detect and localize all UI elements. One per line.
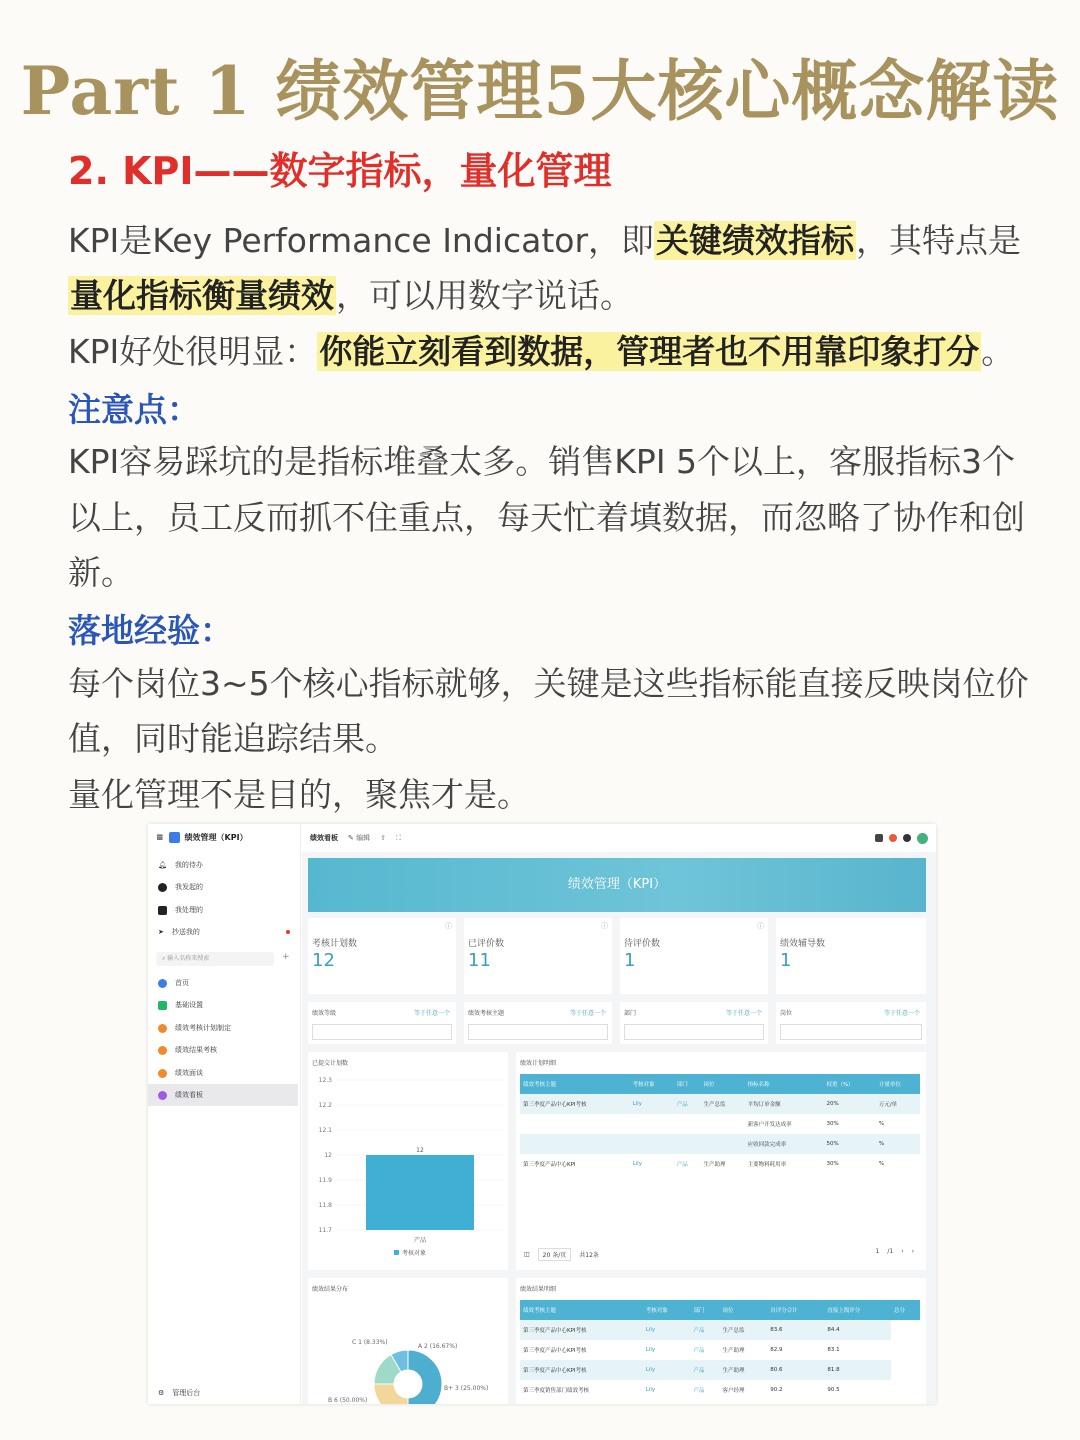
share-icon[interactable]: ⇪ [380, 834, 386, 842]
pie-chart [308, 1278, 508, 1404]
sidebar-item-todo[interactable]: 🔔︎ 我的待办 [158, 861, 203, 869]
talk-icon [158, 1069, 167, 1078]
edit-button[interactable]: ✎ 编辑 [348, 834, 371, 842]
table-cell: 生产助理 [722, 1348, 745, 1354]
app-name: 绩效管理（KPI） [184, 833, 248, 842]
bar [366, 1155, 474, 1230]
legend-label: 考核对象 [402, 1250, 427, 1257]
table-cell: 生产总监 [701, 1094, 745, 1114]
pie-chart-panel [308, 1278, 508, 1404]
table-header-row [520, 1300, 920, 1320]
table-cell [630, 1114, 674, 1134]
bar-chart-title: 已提交计划数 [312, 1060, 349, 1067]
notification-dot [286, 930, 290, 934]
experience-line-1: 每个岗位3~5个核心指标就够，关键是这些指标能直接反映岗位价 [68, 664, 1029, 703]
notice-heading: 注意点： [68, 390, 200, 429]
sidebar-admin[interactable]: ⚙ 管理后台 [158, 1389, 201, 1397]
dashboard-banner: 绩效管理（KPI） [308, 858, 926, 912]
main-area [302, 824, 936, 1404]
tab-dashboard[interactable]: 绩效看板 [310, 834, 338, 842]
column-header[interactable]: 考核对象 [630, 1074, 674, 1094]
table-cell: 83.6 [767, 1320, 824, 1340]
stat-card-coaching: 绩效辅导数 1 [776, 918, 926, 994]
filter-department[interactable]: 部门 等于任意一个 [620, 1002, 768, 1044]
column-header[interactable]: 计量单位 [876, 1074, 920, 1094]
table-cell [674, 1134, 701, 1154]
info-icon[interactable]: ⓘ [757, 922, 764, 930]
info-icon[interactable]: ⓘ [601, 922, 608, 930]
table-cell: 主要物料耗用率 [747, 1162, 787, 1168]
table-cell: 应收回款完成率 [745, 1134, 824, 1154]
y-tick-label: 11.7 [318, 1227, 332, 1234]
table-row[interactable] [520, 1094, 920, 1114]
table-cell: 84.4 [824, 1320, 891, 1340]
fullscreen-icon[interactable]: ⛶ [395, 833, 401, 842]
sidebar-item-settings[interactable]: 基础设置 [158, 1000, 203, 1010]
task-icon [158, 906, 167, 915]
table-cell: Lily [630, 1094, 674, 1114]
y-tick-label: 11.8 [318, 1202, 332, 1209]
bar-chart [308, 1052, 508, 1270]
table-cell: % [878, 1161, 885, 1167]
table-cell: 第三季度产品中心KPI考核 [520, 1320, 643, 1340]
table-cell: 生产助理 [703, 1162, 726, 1168]
table-cell: 产品 [676, 1162, 688, 1168]
table-cell [701, 1114, 745, 1134]
legend-swatch [394, 1250, 399, 1255]
plan-table-panel: 绩效计划明细 绩效考核主题 考核对象 部门 岗位 指标名称 权重（%） 计量单位 第三季度产品中心KPI考核 Lily 产品 生产总监 平均订单金额 20% 万元/单 新客户开发达成率 30% % 应收回款完成率 50% % 第三季度产品中心KPI Lily 产品 生产助理 主要物料耗用率 30% % ◫ 20 条/页 共12条 1 /1 ‹ › [516, 1052, 926, 1270]
benefit-paragraph: KPI好处很明显：你能立刻看到数据，管理者也不用靠印象打分。 [68, 332, 1015, 371]
y-tick-label: 12 [324, 1152, 332, 1159]
stat-value: 12 [312, 950, 335, 971]
table-cell: Lily [645, 1387, 656, 1393]
experience-line-3: 量化管理不是目的，聚焦才是。 [68, 775, 530, 814]
board-icon [158, 1091, 167, 1100]
table-cell: % [878, 1121, 885, 1127]
slice-label: B 6 (50.00%) [328, 1397, 368, 1404]
pie-chart-title: 绩效结果分布 [312, 1286, 349, 1293]
table-cell: 第三季度产品中心KPI考核 [523, 1348, 587, 1354]
table-row[interactable] [520, 1340, 920, 1360]
gear-icon: ⚙ [158, 1389, 165, 1397]
table-row[interactable] [520, 1114, 920, 1134]
column-header[interactable]: 部门 [691, 1300, 720, 1320]
table-header-row [520, 1074, 920, 1094]
y-tick-label: 11.9 [318, 1177, 332, 1184]
filter-select[interactable] [780, 1024, 922, 1040]
table-cell: 万元/单 [876, 1094, 920, 1114]
page-title: Part 1 绩效管理5大核心概念解读 [20, 52, 1060, 130]
play-icon [158, 883, 167, 892]
y-tick-label: 12.1 [318, 1127, 332, 1134]
table-cell: 20% [823, 1094, 875, 1114]
filter-grade[interactable]: 绩效等级 等于任意一个 [308, 1002, 456, 1044]
slice-label: C 1 (8.33%) [352, 1339, 388, 1346]
stat-card-pending: ⓘ 待评价数 1 [620, 918, 768, 994]
stat-card-plans: ⓘ 考核计划数 12 [308, 918, 456, 994]
result-table [520, 1300, 920, 1400]
filter-position[interactable]: 岗位 等于任意一个 [776, 1002, 926, 1044]
page-number[interactable]: 1 [875, 1248, 880, 1255]
app-logo-icon [169, 832, 180, 843]
table-row[interactable] [520, 1380, 920, 1400]
y-tick-label: 12.3 [318, 1077, 332, 1084]
notice-line-3: 新。 [68, 553, 134, 592]
table-cell: 90.5 [827, 1387, 840, 1393]
top-bar [302, 824, 936, 852]
add-icon[interactable]: + [282, 952, 290, 962]
sidebar-header [156, 832, 248, 843]
pagination: ◫ 20 条/页 共12条 [524, 1248, 599, 1261]
sidebar-item-result[interactable]: 绩效结果考核 [158, 1045, 217, 1055]
column-header[interactable]: 绩效考核主题 [520, 1074, 630, 1094]
avatar[interactable] [917, 833, 928, 844]
table-cell: 90.2 [770, 1387, 783, 1393]
table-cell [520, 1114, 630, 1134]
result-table-panel: 绩效结果明细 绩效考核主题 考核对象 部门 岗位 自评分合计 直接上级评分 总分 第三季度产品中心KPI考核 Lily 产品 生产总监 83.6 84.4 第三季度产品中心KPI考核 Lily 产品 生产助理 82.9 83.1 第三季度产品中心KPI考核 Lily 产品 生产助理 80.6 81.8 第三季度销售部门绩效考核 Lily 产品 客户经理 90.2 90.5 [516, 1278, 926, 1404]
table-cell: 30% [826, 1161, 839, 1167]
bell-icon: 🔔︎ [158, 861, 167, 869]
table-cell: Lily [632, 1161, 642, 1167]
send-icon: ➤ [158, 928, 164, 936]
experience-line-2: 值，同时能追踪结果。 [68, 719, 398, 758]
filter-select[interactable] [468, 1024, 608, 1040]
column-header[interactable]: 绩效考核主题 [520, 1300, 643, 1320]
table-cell [630, 1134, 674, 1154]
column-header[interactable]: 岗位 [720, 1300, 768, 1320]
column-header[interactable]: 总分 [891, 1300, 920, 1320]
columns-icon[interactable]: ◫ [524, 1251, 530, 1258]
window-icon[interactable] [875, 834, 883, 842]
filter-select[interactable] [312, 1024, 452, 1040]
plan-table-wrapper [520, 1074, 920, 1240]
plan-icon [158, 1024, 167, 1033]
sidebar-item-home[interactable]: 首页 [158, 978, 189, 988]
x-tick-label: 产品 [413, 1237, 427, 1244]
table-row[interactable] [520, 1134, 920, 1154]
result-icon [158, 1046, 167, 1055]
column-header[interactable]: 指标名称 [745, 1074, 824, 1094]
table-cell: 生产助理 [720, 1360, 768, 1380]
stat-value: 1 [624, 950, 636, 971]
pie-slice [408, 1350, 442, 1404]
notice-line-2: 以上，员工反而抓不住重点，每天忙着填数据，而忽略了协作和创 [68, 498, 1025, 537]
prev-page-icon[interactable]: ‹ [901, 1248, 904, 1255]
intro-paragraph-line-1: KPI是Key Performance Indicator，即关键绩效指标，其特点是 [68, 221, 1022, 260]
folder-icon [158, 1001, 167, 1010]
home-icon [158, 979, 167, 988]
table-cell: Lily [645, 1347, 656, 1353]
table-cell: 第三季度产品中心KPI考核 [520, 1360, 643, 1380]
data-label: 12 [416, 1147, 424, 1154]
experience-heading: 落地经验： [68, 611, 233, 650]
table-cell: 82.9 [770, 1347, 783, 1353]
bell-icon[interactable] [889, 834, 897, 842]
section-subtitle: 2. KPI——数字指标，量化管理 [68, 149, 612, 193]
bar-chart-panel [308, 1052, 508, 1270]
highlight-key-kpi: 关键绩效指标 [656, 221, 855, 260]
table-cell: 产品 [693, 1348, 705, 1354]
table-cell: Lily [643, 1360, 691, 1380]
next-page-icon[interactable]: › [911, 1248, 914, 1255]
sidebar-item-cc[interactable]: ➤ 抄送我的 [158, 928, 200, 936]
page-size-select[interactable]: 20 条/页 [538, 1248, 572, 1261]
help-icon[interactable] [903, 834, 911, 842]
sidebar-search-input[interactable]: ⌕ 输入名称来搜索 [156, 952, 274, 966]
slice-label: B+ 3 (25.00%) [444, 1385, 489, 1392]
table-cell: 平均订单金额 [745, 1094, 824, 1114]
table-cell: 80.6 [767, 1360, 824, 1380]
table-row[interactable] [520, 1320, 920, 1340]
table-cell: 新客户开发达成率 [747, 1122, 792, 1128]
table-cell: 客户经理 [722, 1388, 745, 1394]
page-nav: 1 /1 ‹ › [875, 1248, 914, 1255]
filter-topic[interactable]: 绩效考核主题 等于任意一个 [464, 1002, 612, 1044]
sidebar [148, 824, 301, 1404]
kpi-dashboard-screenshot [148, 824, 936, 1404]
menu-icon[interactable]: ≡ [156, 832, 164, 843]
table-cell: 第三季度销售部门绩效考核 [523, 1388, 590, 1394]
table-cell: % [876, 1134, 920, 1154]
table-cell: 第三季度产品中心KPI考核 [520, 1094, 630, 1114]
plan-table [520, 1074, 920, 1174]
filter-select[interactable] [624, 1024, 764, 1040]
table-cell: 产品 [693, 1388, 705, 1394]
notice-line-1: KPI容易踩坑的是指标堆叠太多。销售KPI 5个以上，客服指标3个 [68, 442, 1016, 481]
table-cell: 83.1 [827, 1347, 840, 1353]
column-header[interactable]: 直接上级评分 [824, 1300, 891, 1320]
table-cell: 81.8 [824, 1360, 891, 1380]
highlight-benefit: 你能立刻看到数据，管理者也不用靠印象打分 [319, 332, 980, 371]
table-cell: 产品 [691, 1320, 720, 1340]
column-header[interactable]: 部门 [674, 1074, 701, 1094]
intro-paragraph-line-2: 量化指标衡量绩效，可以用数字说话。 [70, 276, 633, 315]
table-cell: 30% [826, 1121, 839, 1127]
table-cell: 第三季度产品中心KPI [523, 1162, 576, 1168]
highlight-quantify: 量化指标衡量绩效 [70, 276, 334, 315]
table-cell [674, 1114, 701, 1134]
sidebar-item-plan[interactable]: 绩效考核计划制定 [158, 1023, 231, 1033]
table-row[interactable] [520, 1360, 920, 1380]
table-cell: 生产总监 [720, 1320, 768, 1340]
table-cell: 产品 [691, 1360, 720, 1380]
pie-slice [374, 1384, 408, 1404]
stat-value: 11 [468, 950, 491, 971]
stat-card-evaluated: ⓘ 已评价数 11 [464, 918, 612, 994]
column-header[interactable]: 岗位 [701, 1074, 745, 1094]
sidebar-item-initiated[interactable]: 我发起的 [158, 882, 203, 892]
table-cell: 50% [823, 1134, 875, 1154]
info-icon[interactable]: ⓘ [445, 922, 452, 930]
table-row[interactable] [520, 1154, 920, 1174]
result-table-wrapper [520, 1300, 920, 1404]
table-cell: 产品 [674, 1094, 701, 1114]
table-cell [701, 1134, 745, 1154]
table-cell [520, 1134, 630, 1154]
table-cell: Lily [643, 1320, 691, 1340]
y-tick-label: 12.2 [318, 1102, 332, 1109]
sidebar-item-board[interactable]: 绩效看板 [158, 1090, 203, 1100]
sidebar-item-handled[interactable]: 我处理的 [158, 905, 203, 915]
stat-value: 1 [780, 950, 792, 971]
slice-label: A 2 (16.67%) [418, 1343, 458, 1350]
sidebar-item-talk[interactable]: 绩效面谈 [158, 1068, 203, 1078]
column-header[interactable]: 自评分合计 [767, 1300, 824, 1320]
column-header[interactable]: 考核对象 [643, 1300, 691, 1320]
column-header[interactable]: 权重（%） [823, 1074, 875, 1094]
